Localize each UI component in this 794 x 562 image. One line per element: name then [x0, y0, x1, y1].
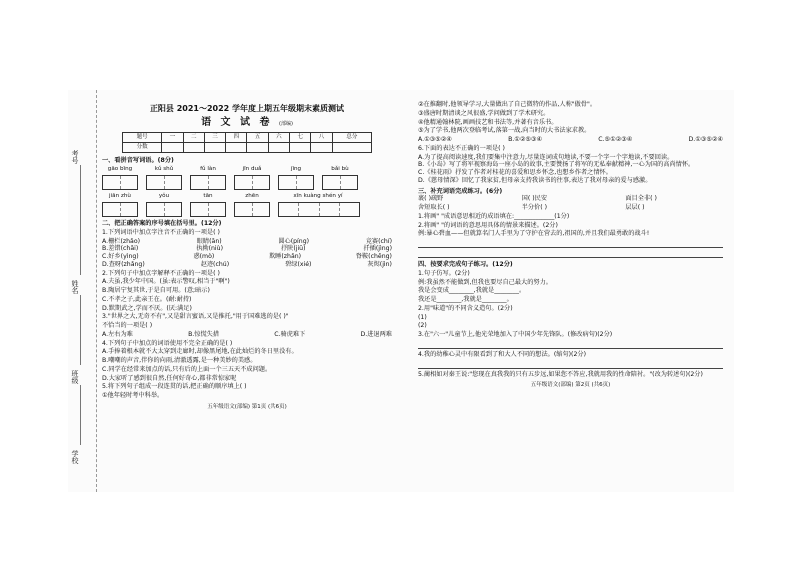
idiom-blank[interactable]: 舍短取长( ) [418, 204, 450, 211]
answer-line[interactable] [418, 240, 723, 248]
writing-box[interactable] [146, 202, 182, 217]
binding-label-number: 学校 [71, 450, 79, 464]
section-4-q2: 2.用"味道"的不同含义造句。(2分) [418, 304, 513, 312]
score-cell[interactable] [226, 142, 247, 152]
score-cell[interactable] [183, 142, 204, 152]
exam-sheet [68, 90, 734, 492]
idiom-blank[interactable]: 层层( ) [625, 204, 645, 211]
question-2: 2.下列句子中加点字解释不正确的一项是( ) [102, 269, 220, 277]
writing-boxes-row-1 [102, 175, 392, 190]
section-4-q4: 4.我的幼稚心灵中有限看到了和大人不同的想法。(缩句)(2分) [418, 350, 586, 358]
score-header-cell: 四 [226, 132, 247, 142]
section-4-q2-answer[interactable]: (2) [418, 322, 427, 330]
q1-option-row: A.栅栏(zhǎo) 眼睛(ān) 圆心(píng) 竞赛(chí) [102, 237, 392, 245]
writing-box[interactable] [190, 175, 226, 190]
pinyin-text: yǒu [158, 193, 170, 200]
writing-box[interactable] [234, 175, 270, 190]
score-cell[interactable] [290, 142, 311, 152]
q2-option: C.不孝之子,此亲王在。(耐:耐持) [102, 295, 192, 303]
section-3-q2: 2.将画" "的词语的意思用具体的情景来描述。(2分) [418, 221, 558, 229]
question-5: 5.将下列句子组成一段连贯的话,把正确的顺序填上( ) [102, 383, 247, 391]
section-4-title: 四、按要求完成句子练习。(12分) [418, 261, 513, 268]
writing-box[interactable] [278, 175, 314, 190]
idiom-blank[interactable]: 裹( )疏野 [418, 195, 444, 203]
q2-option: D.默期武之,学而不厌。(厌:满足) [102, 304, 192, 312]
question-4: 4.下列句子中加点的词语使用不完全正确的是( ) [102, 339, 233, 347]
section-2-title: 二、把正确答案的序号填在括号里。(12分) [102, 220, 222, 228]
pinyin-row-1 [102, 166, 392, 173]
q5-sentence: ①他年轻时考中科举。 [102, 392, 164, 400]
writing-box[interactable] [102, 175, 138, 190]
pinyin-text: jiān zhù [109, 193, 131, 200]
q4-option: D.大家听了感到很自然,任何好奇心,都非常惊家呢 [102, 374, 237, 382]
score-cell[interactable] [311, 142, 332, 152]
section-3-q1: 1.将画" "成语意思相近的成语填在:_____________(1分) [418, 212, 570, 220]
writing-box[interactable] [190, 202, 226, 217]
section-4-q2-answer[interactable]: (1) [418, 313, 427, 321]
score-header-cell: 三 [204, 132, 225, 142]
idiom-blank[interactable]: 面目全非( ) [625, 195, 657, 203]
score-header-cell: 七 [290, 132, 311, 142]
section-3-example: 例:暴心碧血——但就算名门人手里为了守护在营去的,祖国的,并且我们最勇敢的战斗! [418, 230, 650, 238]
left-column [102, 90, 392, 411]
page-footer-2: 五年级语文(部编) 第2页 (共6页) [530, 382, 611, 389]
q1-option-row: B.差错(chāi) 执拗(niù) 抒陕(jiū) 扦插(jìng) [102, 245, 392, 253]
q6-option: B.《小岛》写了将军视察海岛一座小岛的故事,主要赞扬了将军的无私奉献精神,一心为国的高尚情怀。 [418, 161, 695, 169]
idiom-blank[interactable]: 国( )民安 [521, 195, 548, 203]
q4-option: B.嘲嘲的声音,伴你的向雨,清澈透露,是一种美妙的美感。 [102, 357, 257, 365]
pinyin-text: jīn duǎ [242, 166, 262, 173]
score-cell[interactable] [268, 142, 289, 152]
score-row-label: 分数 [123, 142, 162, 152]
pinyin-text: xīn kuàng shén yí [293, 193, 343, 200]
writing-box[interactable] [322, 175, 358, 190]
answer-line[interactable] [418, 361, 723, 369]
binding-margin [68, 90, 97, 492]
score-cell[interactable] [162, 142, 183, 152]
score-header-cell: 二 [183, 132, 204, 142]
exam-subtitle: 语 文 试 卷 (部编) [201, 117, 293, 128]
q6-option: C.《桂花雨》抒发了作者对桂花的喜爱和思乡怀念,也想乡作者之情怀。 [418, 169, 612, 176]
question-3-line2: 不恰当的一项是( ) [102, 322, 153, 330]
idiom-fill-grid [418, 195, 723, 212]
q4-option: A.手捧着根本就不大太穿到走廊时,却像黑尾地,在此灿烂的冬日里没有。 [102, 348, 298, 356]
right-column [418, 100, 723, 389]
writing-boxes-row-2 [102, 202, 392, 217]
writing-box[interactable] [102, 202, 138, 217]
q5-sentence: ③盛唐时期清谈之风很盛,学问做到了学术研究。 [418, 109, 550, 117]
idiom-blank[interactable]: 半分价( ) [521, 204, 548, 211]
question-1: 1.下列词语中加点字注音不正确的一项是( ) [102, 228, 220, 236]
q5-option-row: A.①③⑤②④ B.①②⑤③④ C.⑤①②③④ D.①③⑤②④ [418, 136, 723, 143]
binding-label-school: 考号 [71, 150, 79, 164]
subtitle-note: (部编) [279, 121, 293, 127]
score-cell[interactable] [247, 142, 268, 152]
binding-line [80, 295, 81, 365]
q5-sentence: ④他精通翰林院,画画技艺和书法等,并著有音乐书。 [418, 118, 558, 126]
pinyin-row-2 [102, 193, 392, 200]
section-4-q1-example: 例:我虽然不能做到,但我也要尽自己最大的努力。 [418, 278, 552, 286]
writing-box[interactable] [146, 175, 182, 190]
score-header-cell: 五 [247, 132, 268, 142]
answer-line[interactable] [418, 250, 723, 258]
page-footer-1: 五年级语文(部编) 第1页 (共6页) [207, 403, 287, 410]
exam-title: 正阳县 2021～2022 学年度上期五年级期末素质测试 [149, 104, 345, 113]
pinyin-text: jīng [290, 166, 302, 173]
q5-sentence: ②在推翻时,他领导学习,大量做出了自己微特的作品,人称"傲骨"。 [418, 101, 597, 108]
q6-option: D.《慈母情深》回忆了我家贫,但母亲支持我读书的往事,表达了我对母亲的爱与感激。 [418, 176, 652, 184]
score-table [122, 132, 372, 153]
q4-option: C.同学在经常来加点的话,只有后的上面一个三五天不成问题。 [102, 365, 272, 373]
score-header-cell: 总分 [332, 132, 371, 142]
binding-label-class: 姓名 [71, 280, 79, 294]
q6-option: A.为了提高阅读速度,我们要集中注意力,尽量连词成句地读,不要一个字一个字地读,不要回读。 [418, 153, 674, 161]
section-4-q1-line[interactable]: 我还是________,我就是________。 [418, 296, 513, 303]
q1-option-row: D.查呀(zhǎng) 赵迹(chú) 碧绿(xié) 灰烬(jìn) [102, 260, 392, 268]
binding-line [80, 385, 81, 445]
pinyin-text: fǔ làn [200, 166, 216, 173]
question-3: 3."世界之大,无奇不有",又是甜言蜜语,又是推托,"用于国难逃的是( )" [102, 313, 289, 321]
q2-option: A.夫虽,我少年中国。(虽:表示警叹,相当于"啊") [102, 278, 230, 286]
score-header-cell: 六 [268, 132, 289, 142]
q3-option-row: A.左右为难 B.惊慌失措 C.骑虎难下 D.进退两难 [102, 330, 392, 338]
section-4-q1-line[interactable]: 我是会变成________,我就是________。 [418, 287, 526, 295]
binding-label-name: 班级 [71, 370, 79, 384]
pinyin-text: gāo bīng [107, 166, 133, 173]
q5-sentence: ⑤为了学书,他两次登临考试,落第一战,向当时的大书法家求教。 [418, 127, 591, 135]
section-3-title: 三、补充词语完成练习。(6分) [418, 187, 503, 195]
score-header-cell: 题号 [123, 132, 162, 142]
binding-line [80, 165, 81, 275]
q2-option: B.陶居宁复其世,于是自可用。(意;暗示) [102, 287, 210, 295]
section-4-q1: 1.句子仿写。(2分) [418, 269, 470, 277]
score-cell[interactable] [204, 142, 225, 152]
q1-option-row: C.好乡(yìng) 惑(mò) 欺睡(zhǎn) 脊鞍(chēng) [102, 253, 392, 261]
section-1-title: 一、看拼音写词语。(8分) [102, 156, 174, 164]
pinyin-text: bǎi bù [331, 166, 349, 173]
pinyin-text: tān [203, 193, 213, 200]
question-6: 6.下面的表达不正确的一项是( ) [418, 144, 505, 152]
pinyin-text: kǔ shǔ [154, 166, 174, 173]
section-4-q5: 5.蔺相如对秦王说:"您现在真我我的只有五步远,如果您不答应,我就用我的性命陪衬。"(改为转述句)(2分) [418, 370, 703, 378]
score-header-cell: 一 [162, 132, 183, 142]
answer-line[interactable] [418, 341, 723, 349]
section-4-q3: 3.在"六一"儿童节上,他光荣地加入了中国少年先锋队。(修改病句)(2分) [418, 331, 613, 338]
score-cell[interactable] [332, 142, 371, 152]
writing-box[interactable] [234, 202, 270, 217]
pinyin-text: zhēn [245, 193, 259, 200]
score-header-cell: 八 [311, 132, 332, 142]
writing-box[interactable] [278, 202, 360, 217]
